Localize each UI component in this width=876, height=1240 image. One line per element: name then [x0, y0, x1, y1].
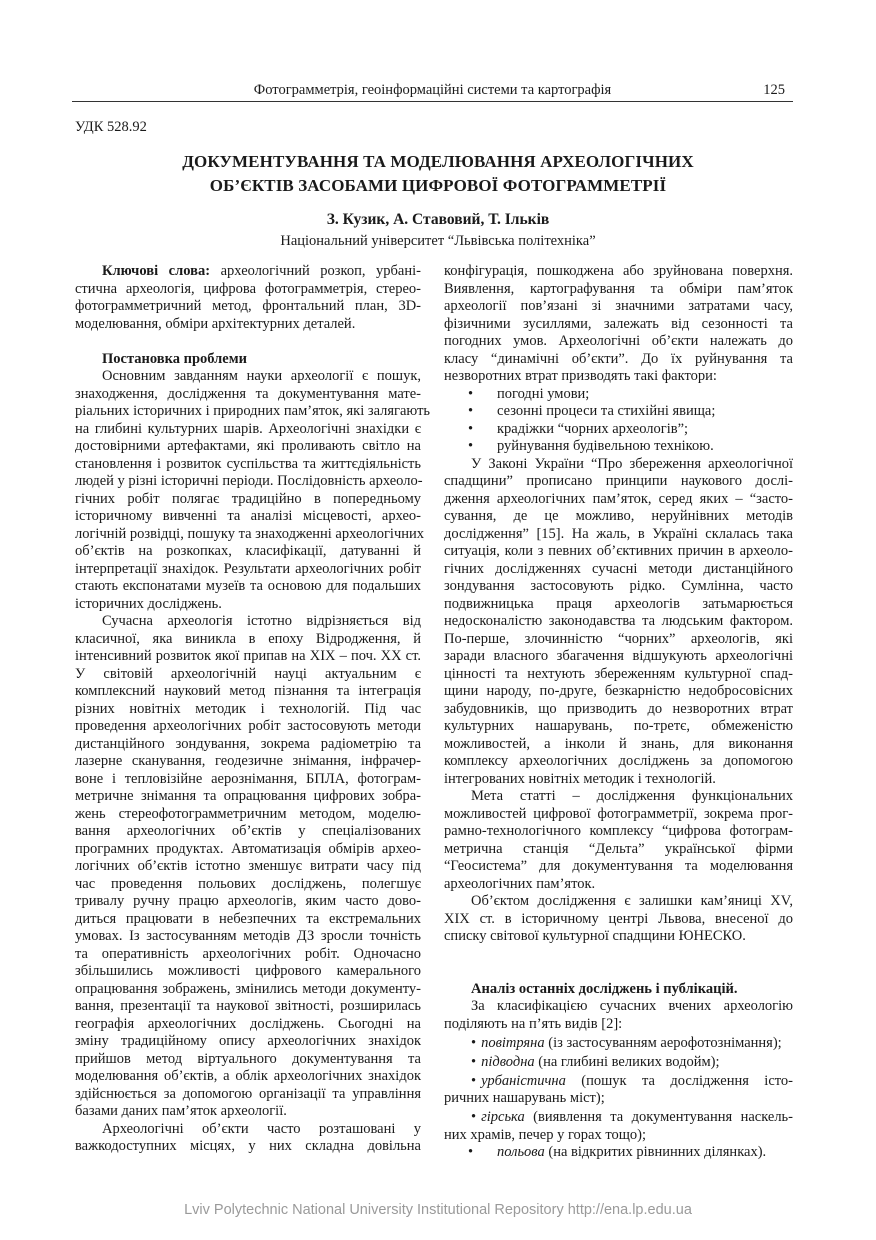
text-line: Виявлення, картографування та обміри пам’яток	[444, 280, 793, 297]
text-line: сування, де це можливо, неруйнівних методів	[444, 508, 793, 524]
text-line: ситуація, коли з певних об’єктивних причин в археоло-	[444, 543, 793, 559]
item-text	[497, 1144, 766, 1160]
repository-footer: Lviv Polytechnic National University Institutional Repository http://ena.lp.edu.ua	[184, 1202, 692, 1218]
text-line: фізичними зусиллями, залежать від сезонності та	[444, 315, 793, 332]
text-line: “Геосистема” для документування та моделювання	[444, 858, 793, 874]
bullet-list	[444, 1144, 793, 1162]
text-line: проведення археологічних робіт застосовують методи	[75, 718, 421, 734]
text-line: фотограмметричний метод, фронтальний план, 3D-	[75, 298, 421, 314]
paragraph	[444, 263, 793, 386]
text-line	[444, 1073, 793, 1091]
list-item	[444, 438, 793, 456]
item-text	[481, 1054, 719, 1070]
text-line: програмних продуктах. Автоматизація обмірів архео-	[75, 840, 421, 857]
text-line: зміну традиційному опису археологічних знахідок	[75, 1033, 421, 1049]
bullet-icon: •	[471, 1109, 477, 1125]
paragraph	[75, 613, 421, 1121]
text-line: різних новітніх методик і технологій. Під час	[75, 700, 421, 717]
item-text	[481, 1035, 782, 1051]
text-line: У Законі України “Про збереження археологічної	[471, 455, 793, 472]
text-line: стична археологія, цифрова фотограмметрія, стерео-	[75, 280, 421, 297]
text-line: вання, презентації та наукової звітності, розширилась	[75, 998, 421, 1014]
affiliation: Національний університет “Львівська політехніка”	[280, 233, 596, 249]
spacer	[444, 946, 793, 981]
text-line: За класифікацією сучасних вчених археологію	[471, 998, 793, 1014]
text-line: історичних досліджень.	[75, 595, 222, 612]
text-line: становлення і розвиток суспільства та життєдіяльність	[75, 455, 421, 472]
text-line	[444, 1054, 793, 1072]
paragraph	[75, 263, 421, 333]
text-line: гічних дослідженнях сучасні методи дистанційного	[444, 560, 793, 577]
paragraph	[444, 893, 793, 946]
text-line: моделювання, обміри архітектурних деталей.	[75, 315, 356, 332]
page-number: 125	[763, 82, 785, 98]
text-run: (із застосуванням аерофотознімання);	[544, 1034, 782, 1051]
text-line	[444, 1109, 793, 1127]
text-line: конфігурація, пошкоджена або зруйнована поверхня.	[444, 263, 793, 279]
text-line: поділяють на п’ять видів [2]:	[444, 1015, 623, 1032]
text-run: ричних нашарувань міст);	[444, 1090, 605, 1106]
text-line: логічній розвідці, пошуку та знаходженні археологічних	[75, 525, 425, 542]
item-text	[481, 1073, 793, 1089]
bullet-icon: •	[468, 1144, 474, 1160]
text-line: можливостей цифрової фотограмметрії, зокрема прог-	[444, 805, 793, 822]
text-line: метрична станція “Дельта” української фірми	[444, 840, 793, 857]
text-run: руйнування будівельною технікою.	[497, 438, 714, 454]
paragraph	[444, 788, 793, 893]
udc-code: УДК 528.92	[75, 119, 147, 135]
text-line: По-перше, злочинністю “чорних” археологів, які	[444, 630, 793, 647]
italic-term: урбаністична	[481, 1072, 566, 1089]
running-header	[72, 82, 793, 102]
paragraph	[444, 998, 793, 1033]
text-line: спадщини” прописано принципи наукового дослі-	[444, 473, 793, 489]
text-line: базами даних пам’яток археології.	[75, 1103, 287, 1119]
item-text	[481, 1109, 793, 1125]
text-line: дистанційного зондування, зокрема радіометрію та	[75, 735, 421, 752]
section-heading: Аналіз останніх досліджень і публікацій.	[471, 980, 738, 997]
list-item	[444, 421, 793, 439]
text-line: Сучасна археологія істотно відрізняється від	[102, 613, 421, 629]
text-run: (на відкритих рівнинних ділянках).	[544, 1144, 767, 1160]
italic-term: повітряна	[481, 1034, 545, 1051]
item-text	[497, 421, 688, 437]
text-line: щини народу, по-друге, безкарністю недобросовісних	[444, 683, 793, 699]
text-line: на глибині культурних шарів. Археологічні знахідки є	[75, 420, 421, 437]
text-line: Об’єктом дослідження є залишки кам’яниці XV,	[471, 893, 793, 909]
text-line: можливостей, а інколи й знань, для виконання	[444, 735, 793, 752]
text-line: комплексу археологічних досліджень за допомогою	[444, 753, 793, 769]
text-line: дослідження” [15]. На жаль, в Україні склалась така	[444, 525, 793, 542]
list-item	[444, 1073, 793, 1108]
bullet-icon: •	[471, 1072, 477, 1089]
text-line: та оперативність археологічних робіт. Одночасно	[75, 945, 421, 962]
article-title-line-2: ОБ’ЄКТІВ ЗАСОБАМИ ЦИФРОВОЇ ФОТОГРАММЕТРІЇ	[209, 176, 667, 195]
text-line: лазерне сканування, геодезичне знімання, інфрачер-	[75, 753, 421, 769]
list-item	[444, 1035, 793, 1053]
text-line: гічних робіт полягає традиційно в попередньому	[75, 490, 421, 507]
text-run: погодні умови;	[497, 385, 590, 402]
text-line: культурних нашарувань, по-третє, обмеженістю	[444, 718, 793, 734]
text-line: інтерпретації знахідок. Результати археологічних робіт	[75, 560, 421, 577]
text-line: інтегрованих новітніх методик і технологій.	[444, 770, 716, 787]
text-line: важкодоступних місцях, у них складна довільна	[75, 1138, 421, 1154]
text-line: вання археологічних об’єктів у спеціалізованих	[75, 823, 421, 839]
paragraph	[75, 1121, 421, 1156]
text-run: (пошук та дослідження істо-	[565, 1072, 793, 1089]
text-line: тривалу ручну працю археологів, яким часто дово-	[75, 893, 421, 909]
text-line: XIX ст. в історичному центрі Львова, внесеної до	[444, 910, 793, 927]
authors: З. Кузик, А. Ставовий, Т. Ільків	[326, 211, 550, 228]
item-text	[497, 386, 589, 402]
text-line: погодних умов. Археологічні об’єкти належать до	[444, 333, 793, 349]
text-line: географія археологічних досліджень. Сьогодні на	[75, 1015, 421, 1032]
text-line: зондування застосовують рідко. Сумлінна, часто	[444, 578, 793, 594]
text-line: археології пов’язані зі значними затратами часу,	[444, 298, 793, 314]
list-item	[444, 1054, 793, 1072]
text-line: У світовій археологічній науці актуальним є	[75, 665, 421, 682]
section-heading: Постановка проблеми	[102, 350, 247, 367]
text-line: знаходження, дослідження та документування мате-	[75, 385, 421, 402]
text-run: (на глибині великих водойм);	[534, 1053, 720, 1070]
text-line: класичної, яка виникла в епоху Відродження, й	[75, 630, 421, 647]
text-line: моделювання об’єктів, а облік археологічних знахідок	[75, 1068, 421, 1084]
text-line: жень стереофотограмметричним методом, моделю-	[75, 805, 421, 822]
bullet-list	[444, 1035, 793, 1145]
text-run: (виявлення та документування наскель-	[524, 1109, 793, 1125]
text-line: забудовників, що призводить до незворотних втрат	[444, 700, 793, 717]
text-run: них храмів, печер у горах тощо);	[444, 1126, 647, 1143]
text-line	[444, 1144, 793, 1162]
text-line: Мета статті – дослідження функціональних	[471, 788, 793, 804]
text-line: ріальних історичних і природних пам’яток, які залягають	[75, 403, 431, 419]
right-column	[444, 263, 793, 1162]
text-line	[444, 386, 793, 404]
text-line: метричне знімання та опрацювання цифрових зобра-	[75, 788, 421, 804]
text-line: опрацювання зображень, змінились методи документу-	[75, 980, 421, 997]
bullet-list	[444, 386, 793, 456]
text-line: комплексний науковий метод пізнання та інтеграція	[75, 683, 421, 699]
text-line: класу “динамічні об’єкти”. До їх руйнування та	[444, 350, 793, 367]
italic-term: гірська	[481, 1109, 525, 1125]
paragraph	[444, 456, 793, 789]
text-line: заради власного збагачення відшукують археологічні	[444, 648, 793, 664]
text-line: недосконалістю законодавства та людським фактором.	[444, 613, 793, 629]
text-line: час проведення польових досліджень, полегшує	[75, 875, 421, 892]
bullet-icon: •	[471, 1034, 477, 1051]
text-line: історичному вивченні та аналізі місцевості, архео-	[75, 508, 421, 524]
text-run: сезонні процеси та стихійні явища;	[497, 403, 716, 419]
text-line: здійснюється за допомогою організації та управління	[75, 1085, 421, 1102]
bullet-icon: •	[468, 403, 474, 419]
text-run: крадіжки “чорних археологів”;	[497, 420, 689, 437]
text-line: інтенсивний розвиток якої припав на XIX – поч. XX ст.	[75, 648, 421, 664]
text-line: прийшов метод віртуального документування та	[75, 1050, 421, 1067]
list-item	[444, 403, 793, 421]
bullet-icon: •	[468, 385, 474, 402]
text-line: рамно-технологічного комплексу “цифрова фотограм-	[444, 823, 793, 839]
text-line: людей у різні історичні періоди. Послідовність археоло-	[75, 473, 423, 489]
italic-term: польова	[497, 1144, 545, 1160]
text-line	[444, 1090, 793, 1108]
text-line	[444, 421, 793, 439]
text-line: незворотних втрат призводять такі фактори:	[444, 368, 717, 384]
running-title: Фотограмметрія, геоінформаційні системи та картографія	[253, 82, 612, 98]
text-line: Археологічні об’єкти часто розташовані у	[102, 1120, 421, 1137]
text-line	[444, 403, 793, 421]
text-line: диться працювати в небезпечних та екстремальних	[75, 910, 421, 927]
text-line: археологічних пам’яток.	[444, 875, 596, 892]
text-line: подвижницька праця археологів затьмарюється	[444, 595, 793, 612]
text-line: дження археологічних пам’яток, серед яких – “засто-	[444, 490, 793, 507]
text-run: археологічний розкоп, урбані-	[210, 263, 421, 279]
text-line: списку світової культурної спадщини ЮНЕСКО.	[444, 928, 746, 944]
text-line	[444, 1035, 793, 1053]
list-item	[444, 1109, 793, 1144]
bullet-icon: •	[468, 420, 474, 437]
text-line: збільшились можливості цифрового камерального	[75, 963, 421, 979]
text-line	[75, 263, 421, 281]
item-text	[497, 438, 714, 454]
item-text	[497, 403, 715, 419]
paragraph	[75, 368, 431, 613]
text-line: стають експонатами музеїв та основою для подальших	[75, 578, 421, 594]
bold-label: Ключові слова:	[102, 263, 211, 279]
text-line	[444, 438, 793, 456]
text-line: воне і тепловізійне аерознімання, БПЛА, фотограм-	[75, 770, 421, 787]
text-line: умовах. Із застосуванням методів ДЗ зросли точність	[75, 928, 421, 944]
list-item	[444, 386, 793, 404]
text-line: цінності та нехтують збереженням культурної спад-	[444, 665, 793, 682]
text-line	[444, 1127, 793, 1145]
left-column	[75, 263, 431, 1156]
bullet-icon: •	[471, 1053, 477, 1070]
text-line: достовірними артефактами, які проливають світло на	[75, 438, 421, 454]
article-title-line-1: ДОКУМЕНТУВАННЯ ТА МОДЕЛЮВАННЯ АРХЕОЛОГІЧНИХ	[182, 152, 694, 171]
italic-term: підводна	[481, 1053, 535, 1070]
list-item	[444, 1144, 793, 1162]
text-line: Основним завданням науки археології є пошук,	[102, 368, 421, 384]
text-line: об’єктів на розкопках, класифікації, датуванні й	[75, 543, 421, 559]
spacer	[75, 333, 421, 351]
bullet-icon: •	[468, 438, 474, 454]
text-line: логічних об’єктів істотно зменшує витрати часу під	[75, 858, 421, 874]
